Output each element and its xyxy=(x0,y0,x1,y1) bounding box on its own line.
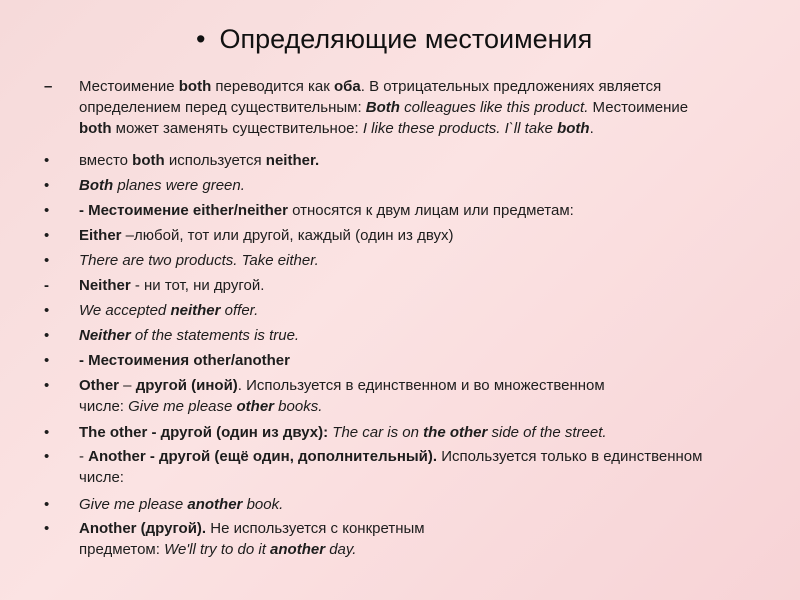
list-item: • вместо both используется neither. xyxy=(44,152,320,169)
line: определением перед существительным: Both colleagues like this product. Местоимение xyxy=(79,99,689,116)
title-text: Определяющие местоимения xyxy=(219,24,593,54)
list-item: - Neither - ни тот, ни другой. xyxy=(44,277,265,294)
list-item: • We accepted neither offer. xyxy=(44,302,259,319)
bullet: • xyxy=(44,302,50,319)
line: Another (другой). Не используется с конкретным xyxy=(79,520,425,537)
bullet: • xyxy=(44,520,50,537)
paragraph-other xyxy=(44,375,744,417)
line: Other – другой (иной). Используется в единственном и во множественном xyxy=(79,377,605,394)
line: Местоимение both переводится как оба. В отрицательных предложениях является xyxy=(79,78,662,95)
bullet: • xyxy=(44,327,50,344)
list-item: • Give me please another book. xyxy=(44,496,284,513)
line: both может заменять существительное: I like these products. I`ll take both. xyxy=(79,120,594,137)
bullet: • xyxy=(44,496,50,513)
line: числе: xyxy=(79,469,124,486)
list-item: • Neither of the statements is true. xyxy=(44,327,300,344)
paragraph-both xyxy=(44,76,789,139)
title-bullet: • xyxy=(196,24,206,54)
slide-title xyxy=(196,24,592,55)
list-item: • Either –любой, тот или другой, каждый (один из двух) xyxy=(44,227,454,244)
paragraph-another-usage xyxy=(44,518,789,560)
bullet: • xyxy=(44,177,50,194)
bullet: – xyxy=(44,78,53,95)
bullet: • xyxy=(44,424,50,441)
paragraph-another xyxy=(44,446,749,488)
list-item: • Both planes were green. xyxy=(44,177,245,194)
bullet: • xyxy=(44,252,50,269)
line: предметом: We'll try to do it another day. xyxy=(79,541,357,558)
bullet: • xyxy=(44,448,50,465)
list-item: • - Местоимения other/another xyxy=(44,352,290,369)
list-item: • The other - другой (один из двух): The car is on the other side of the street. xyxy=(44,424,607,441)
bullet: - xyxy=(44,277,49,294)
bullet: • xyxy=(44,227,50,244)
line: - Another - другой (ещё один, дополнительный). Используется только в единственном xyxy=(79,448,703,465)
line: числе: Give me please other books. xyxy=(79,398,323,415)
bullet: • xyxy=(44,352,50,369)
bullet: • xyxy=(44,152,50,169)
bullet: • xyxy=(44,202,50,219)
list-item: • There are two products. Take either. xyxy=(44,252,319,269)
bullet: • xyxy=(44,377,50,394)
list-item: • - Местоимение either/neither относятся к двум лицам или предметам: xyxy=(44,202,574,219)
